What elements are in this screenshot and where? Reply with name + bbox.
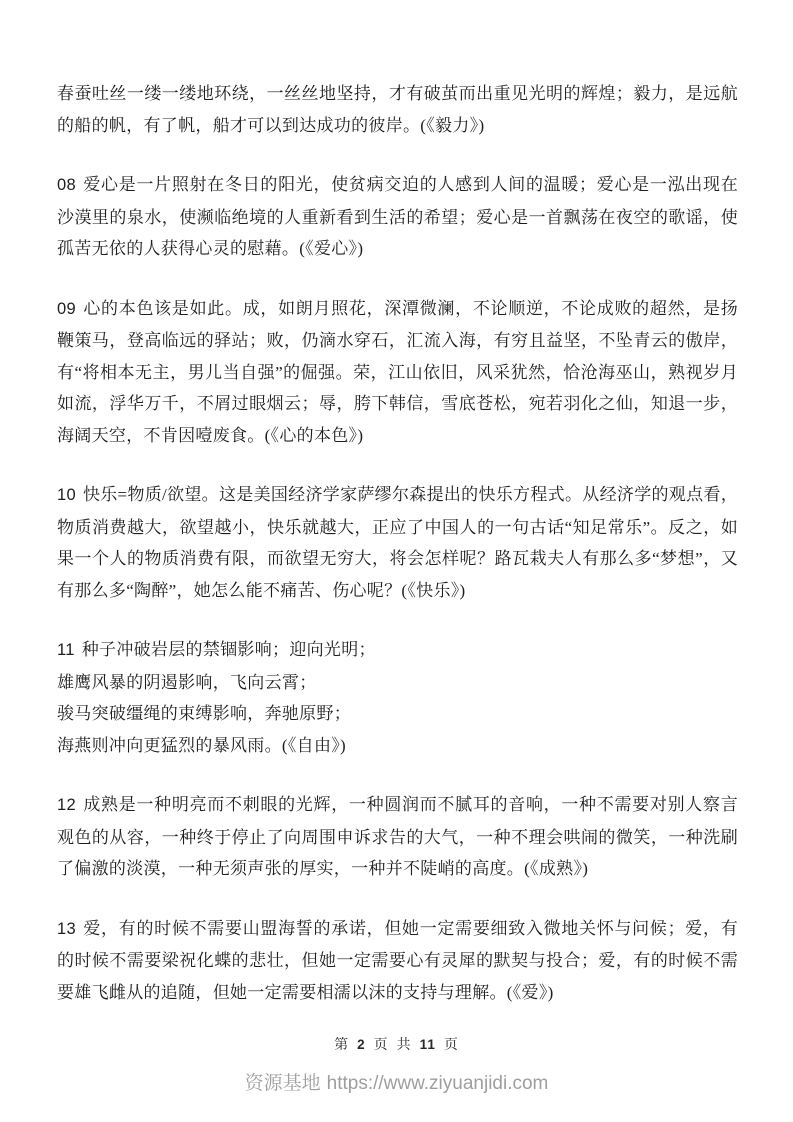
paragraph-11-ziyou-poem	[57, 634, 738, 761]
page-indicator-prefix: 第	[334, 1038, 350, 1053]
paragraph-08-aixin	[57, 169, 738, 265]
poem-line	[57, 667, 738, 699]
page-indicator-suffix: 页	[443, 1038, 459, 1053]
paragraph-text: 春蚕吐丝一缕一缕地环绕，一丝丝地坚持，才有破茧而出重见光明的辉煌；毅力，是远航的船的帆，有了帆，船才可以到达成功的彼岸。(《毅力》)	[57, 84, 738, 135]
footer-site-name: 资源基地	[244, 1073, 321, 1094]
poem-line-text: 海燕则冲向更猛烈的暴风雨。(《自由》)	[57, 735, 347, 755]
poem-line-text: 骏马突破缰绳的束缚影响，奔驰原野；	[57, 704, 352, 723]
paragraph-number: 09	[57, 299, 76, 318]
poem-line-text: 种子冲破岩层的禁锢影响；迎向光明；	[81, 640, 376, 659]
page-indicator-label-page: 页	[373, 1038, 389, 1053]
paragraph-10-kuaile	[57, 479, 738, 606]
paragraph-text: 爱，有的时候不需要山盟海誓的承诺，但她一定需要细致入微地关怀与问候；爱，有的时候不需要梁祝化蝶的悲壮，但她一定需要心有灵犀的默契与投合；爱，有的时候不需要雄飞雌从的追随，但她一定需要相濡以沫的支持与理解。(《爱》)	[57, 918, 738, 1002]
page-number-indicator	[0, 1034, 793, 1054]
poem-line	[57, 730, 738, 762]
paragraph-13-ai	[57, 913, 738, 1009]
poem-line-text: 雄鹰风暴的阴遏影响，飞向云霄；	[57, 672, 317, 692]
paragraph-text: 成熟是一种明亮而不刺眼的光辉，一种圆润而不腻耳的音响，一种不需要对别人察言观色的从容，一种终于停止了向周围申诉求告的大气，一种不理会哄闹的微笑，一种洗刷了偏激的淡漠，一种无须声张的厚实，一种并不陡峭的高度。(《成熟》)	[57, 795, 738, 878]
footer-site-url[interactable]: https://www.ziyuanjidi.com	[326, 1073, 549, 1094]
poem-line	[57, 634, 738, 667]
paragraph-intro-yili	[57, 78, 738, 141]
paragraph-number: 13	[57, 919, 76, 938]
paragraph-text: 快乐=物质/欲望。这是美国经济学家萨缪尔森提出的快乐方程式。从经济学的观点看，物质消费越大，欲望越小，快乐就越大，正应了中国人的一句古话“知足常乐”。反之，如果一个人的物质消费有限，而欲望无穷大，将会怎样呢？路瓦栽夫人有那么多“梦想”，又有那么多“陶醉”，她怎么能不痛苦、伤心呢？(《快乐》)	[57, 485, 738, 600]
page-indicator-total: 11	[419, 1037, 436, 1052]
paragraph-09-xindebense	[57, 293, 738, 452]
paragraph-text: 心的本色该是如此。成，如朗月照花，深潭微澜，不论顺逆，不论成败的超然，是扬鞭策马，登高临远的驿站；败，仍滴水穿石，汇流入海，有穷且益坚，不坠青云的傲岸，有“将相本无主，男儿当自强”的倔强。荣，江山依旧，风采犹然，恰沧海巫山，熟视岁月如流，浮华万千，不屑过眼烟云；辱，胯下韩信，雪底苍松，宛若羽化之仙，知退一步，海阔天空，不肯因噎废食。(《心的本色》)	[57, 298, 738, 445]
paragraph-number: 10	[57, 486, 76, 504]
paragraph-text: 爱心是一片照射在冬日的阳光，使贫病交迫的人感到人间的温暖；爱心是一泓出现在沙漠里的泉水，使濒临绝境的人重新看到生活的希望；爱心是一首飘荡在夜空的歌谣，使孤苦无依的人获得心灵的慰藉。(《爱心》)	[57, 175, 738, 258]
paragraph-number: 11	[57, 641, 75, 659]
paragraph-number: 12	[57, 796, 76, 814]
document-body	[57, 78, 738, 1008]
site-footer	[0, 1068, 793, 1095]
paragraph-number: 08	[57, 176, 76, 194]
paragraph-12-chengshu	[57, 789, 738, 885]
poem-line	[57, 698, 738, 730]
page-indicator-label-total: 共	[396, 1038, 412, 1053]
page-indicator-current: 2	[357, 1037, 366, 1052]
